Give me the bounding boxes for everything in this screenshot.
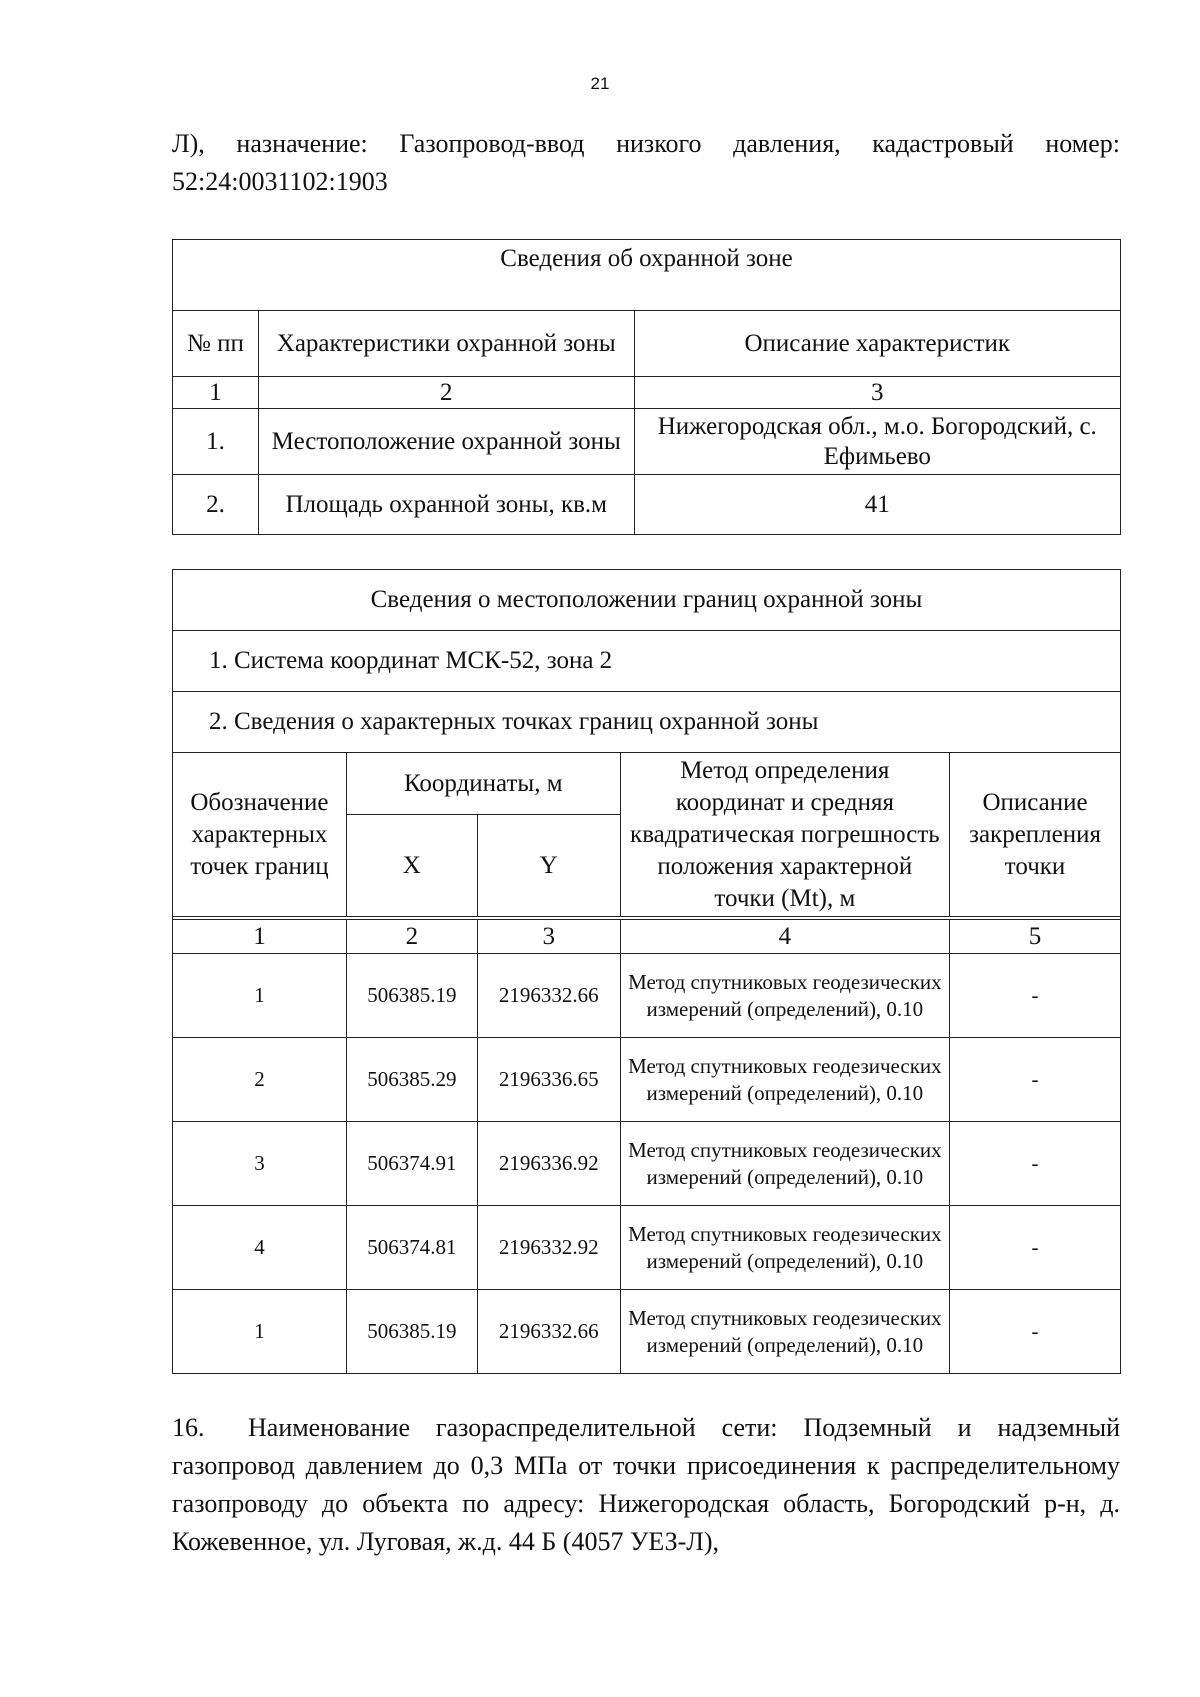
section-number: 16.	[172, 1413, 205, 1442]
points-index-cell: 4	[620, 920, 949, 954]
point-fixing: -	[950, 1206, 1121, 1290]
header-method: Метод определения координат и средняя квадратическая погрешность положения характерной точки (Mt), м	[620, 753, 949, 917]
point-method: Метод спутниковых геодезических измерений (определений), 0.10	[620, 1038, 949, 1122]
points-info-line: 2. Сведения о характерных точках границ охранной зоны	[173, 692, 1121, 753]
point-id: 1	[173, 954, 347, 1038]
zone-header-description: Описание характеристик	[634, 311, 1120, 377]
point-x: 506374.81	[346, 1206, 477, 1290]
table-row	[173, 409, 1121, 475]
zone-index-cell: 2	[258, 377, 634, 409]
protection-zone-table	[172, 239, 1121, 535]
zone-row-description: 41	[634, 475, 1120, 535]
point-x: 506385.29	[346, 1038, 477, 1122]
zone-row-number: 2.	[173, 475, 259, 535]
header-fixing: Описание закрепления точки	[950, 753, 1121, 917]
header-coordinates: Координаты, м	[346, 753, 620, 815]
zone-row-description: Нижегородская обл., м.о. Богородский, с. Ефимьево	[634, 409, 1120, 475]
zone-table-title: Сведения об охранной зоне	[173, 240, 1121, 311]
point-x: 506385.19	[346, 1290, 477, 1374]
points-table-title: Сведения о местоположении границ охранной зоны	[173, 570, 1121, 631]
point-fixing: -	[950, 1290, 1121, 1374]
point-fixing: -	[950, 1038, 1121, 1122]
page-number: 21	[590, 74, 610, 93]
zone-row-number: 1.	[173, 409, 259, 475]
table-row	[173, 475, 1121, 535]
table-row	[173, 954, 1121, 1038]
point-method: Метод спутниковых геодезических измерений (определений), 0.10	[620, 954, 949, 1038]
point-id: 2	[173, 1038, 347, 1122]
header-x: X	[346, 815, 477, 917]
point-x: 506374.91	[346, 1122, 477, 1206]
table-row	[173, 1038, 1121, 1122]
header-y: Y	[477, 815, 620, 917]
zone-header-characteristics: Характеристики охранной зоны	[258, 311, 634, 377]
points-index-cell: 1	[173, 920, 347, 954]
zone-index-cell: 3	[634, 377, 1120, 409]
zone-row-characteristic: Местоположение охранной зоны	[258, 409, 634, 475]
point-y: 2196332.66	[477, 954, 620, 1038]
points-index-cell: 3	[477, 920, 620, 954]
point-id: 1	[173, 1290, 347, 1374]
section-text: Наименование газораспределительной сети: Подземный и надземный газопровод давлением до 0,3 МПа от точки присоединения к распределительному газопроводу до объекта по адресу: Нижегородская область, Богородский р-н, д. Кожевенное, ул. Луговая, ж.д. 44 Б (4057 УЕЗ-Л),	[172, 1413, 1120, 1556]
point-fixing: -	[950, 954, 1121, 1038]
table-row	[173, 1290, 1121, 1374]
zone-index-cell: 1	[173, 377, 259, 409]
point-id: 3	[173, 1122, 347, 1206]
point-id: 4	[173, 1206, 347, 1290]
table-row	[173, 1206, 1121, 1290]
point-fixing: -	[950, 1122, 1121, 1206]
points-index-cell: 5	[950, 920, 1121, 954]
section-16-paragraph	[172, 1409, 1120, 1561]
point-y: 2196336.65	[477, 1038, 620, 1122]
point-y: 2196332.66	[477, 1290, 620, 1374]
boundary-points-table	[172, 569, 1121, 1374]
coordinate-system-line: 1. Система координат МСК-52, зона 2	[173, 631, 1121, 692]
point-method: Метод спутниковых геодезических измерений (определений), 0.10	[620, 1206, 949, 1290]
header-designation: Обозначение характерных точек границ	[173, 753, 347, 917]
point-y: 2196336.92	[477, 1122, 620, 1206]
points-index-cell: 2	[346, 920, 477, 954]
table-row	[173, 1122, 1121, 1206]
point-x: 506385.19	[346, 954, 477, 1038]
zone-header-number: № пп	[173, 311, 259, 377]
point-method: Метод спутниковых геодезических измерений (определений), 0.10	[620, 1122, 949, 1206]
zone-row-characteristic: Площадь охранной зоны, кв.м	[258, 475, 634, 535]
point-method: Метод спутниковых геодезических измерений (определений), 0.10	[620, 1290, 949, 1374]
point-y: 2196332.92	[477, 1206, 620, 1290]
intro-paragraph: Л), назначение: Газопровод-ввод низкого давления, кадастровый номер: 52:24:0031102:1903	[172, 129, 1120, 196]
